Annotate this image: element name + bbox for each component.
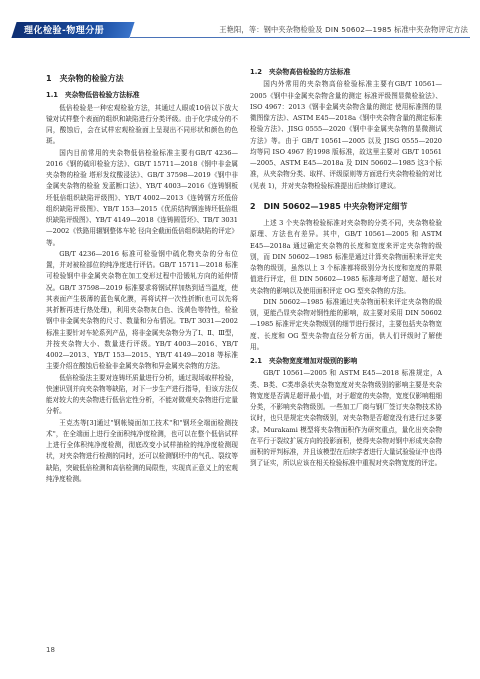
section-heading-1: 1 夹杂物的检验方法 [46, 74, 124, 83]
running-head: 王艳阳，等：钢中夹杂物检验及 DIN 50602—1985 标准中夹杂物评定方法 [219, 25, 468, 34]
paragraph: GB/T 10561—2005 和 ASTM E45—2018 标准规定，A类、B类、C类串条状夹杂物宽度对夹杂物级别的影响主要是夹杂物宽度是否满足超评最小值，对于超宽的夹杂物，宽度仅影响粗细分类，不影响夹杂物级别。一些加工厂商与钢厂签订夹杂物技术协议时，也只是规定夹杂物级别，对夹杂物是否超宽没有进行过多要求。Murakami 模型将夹杂物面积作为研究重点，量化出夹杂物在平行于裂纹扩展方向的投影面积，使得夹杂物对钢中形成夹杂物面积的评判标准，并且该模型在后续学者进行大量试验验证中也得到了证实，所以应该在相关检验标准中重视对夹杂物宽度的评定。 [250, 369, 442, 468]
paragraph: 低倍检验法主要对连铸坯质量进行分析，通过现场取样检验，快速识别并向夹杂物等缺陷，对下一步生产进行指导，但该方法仅能对较大的夹杂物进行低倍定性分析，不能对微观夹杂物进行定量分析。 [46, 373, 238, 416]
subsection-heading-2-1: 2.1 夹杂物宽度增加对级别的影响 [250, 357, 358, 365]
header-rule [130, 37, 470, 38]
page-header [0, 0, 480, 58]
paragraph: 低倍检验是一种宏观检验方法，其通过人眼或10倍以下放大镜对试样整个表面的组织和缺陷进行分类评级。由于化学成分的不同，酸蚀后，会在试样宏观检验面上呈现出不同形状和颜色的色斑。 [46, 103, 238, 146]
paragraph: 王克杰等[3]通过"钢帐镜面加工技术"和"钢坯全端面检测技术"，在全端面上进行全面积纯净度检测，也可以在整个低倍试样上进行全体积纯净度检测，彻底改变小试样抽检的纯净度检测现状，对夹杂物进行检测的同时，还可以检测钢坯中的气孔、裂纹等缺陷，突破低倍检测和高倍检测的局限性，实现真正意义上的宏观纯净度检测。 [46, 418, 238, 483]
page-number: 18 [46, 646, 55, 654]
paragraph: DIN 50602—1985 标准通过夹杂物面积来评定夹杂物的级别，更能凸显夹杂物对钢性能的影响，故主要对采用 DIN 50602—1985 标准评定夹杂物级别的细节进行探讨，主要包括夹杂物宽度、长度和 OG 型夹杂物直径分析方面，供人们评级时了解使用。 [250, 297, 442, 351]
journal-logo-text: 理化检验-物理分册 [24, 26, 105, 36]
right-column [250, 64, 442, 470]
paragraph: 国内目前常用的夹杂物低倍检验标准主要有GB/T 4236—2016《钢的硫印检验方法》、GB/T 15711—2018《钢中非金属夹杂物的检验 塔形发纹酸浸法》、GB/T 37598—2019《钢中非金属夹杂物的检验 发蓝断口法》、YB/T 4003—2016《连铸钢板坯低倍组织缺陷评级图》、YB/T 4002—2013《连铸钢方坯低倍组织缺陷评级图》、YB/T 153—2015《优质结构钢连铸坯低倍组织缺陷评级图》、YB/T 4149—2018《连铸圆管坯》、TB/T 3031—2002《铁路用辗钢整体车轮 径向全截面低倍组织缺陷的评定》等。 [46, 148, 238, 247]
left-column [46, 64, 238, 485]
subsection-heading-1-1: 1.1 夹杂物低倍检验方法标准 [46, 91, 140, 100]
paragraph: GB/T 4236—2016 标准可检验钢中硫化物夹杂的分布位置，并对被检部位的纯净度进行评估。GB/T 15711—2018 标准可检验钢中非金属夹杂物在加工变形过程中沿锻轧方向的延伸情况。GB/T 37598—2019 标准要求将钢试样加热到适当温度，使其表面产生极薄的蓝色氧化膜，再将试样一次性折断(也可以先将其折断再进行热处理)，利用夹杂物灰白色、浅黄色等特性，检验钢中非金属夹杂物的尺寸、数量和分布情况。TB/T 3031—2002 标准主要针对车轮系列产品，将非金属夹杂物分为了Ⅰ、Ⅱ、Ⅲ型，并按夹杂物大小、数量进行评级。YB/T 4003—2016、YB/T 4002—2013、YB/T 153—2015、YB/T 4149—2018 等标准主要介绍在酸蚀后检验非金属夹杂物和异金属夹杂物的方法。 [46, 249, 238, 371]
paragraph: 国内外常用的夹杂物高倍检验标准主要有GB/T 10561—2005《钢中非金属夹杂物含量的测定 标准评级图显微检验法》、ISO 4967：2013《钢非金属夹杂物含量的测定 使用标准图的显微图像方法》、ASTM E45—2018a《钢中夹杂物含量的测定标准检验方法》、JISG 0555—2020《钢中非金属夹杂物的显微测试方法》等。由于 GB/T 10561—2005 以及 JISG 0555—2020 均等同 ISO 4967 的1998 版标准，故这里主要对 GB/T 10561—2005、ASTM E45—2018a 及 DIN 50602—1985 这3个标准，从夹杂物分类、取样、评级原则等方面进行夹杂物检验的对比(见表 1)，并对夹杂物检验标准提出后续修订建议。 [250, 80, 442, 190]
subsection-heading-1-2: 1.2 夹杂物高倍检验的方法标准 [250, 68, 351, 76]
paragraph: 上述 3 个夹杂物检验标准对夹杂物的分类不同，夹杂物检验原理、方法也有差异。其中，GB/T 10561—2005 和 ASTM E45—2018a 通过确定夹杂物的长度和宽度来评定夹杂物的级别，而 DIN 50602—1985 标准是通过计算夹杂物面积来评定夹杂物的级别，虽然以上 3 个标准都将级别分为长度和宽度的界限值进行评定，但 DIN 50602—1985 标准却考虑了超宽、超长对夹杂物的影响以及使用面积评定 OG 型夹杂物的方法。 [250, 219, 442, 295]
section-heading-2: 2 DIN 50602—1985 中夹杂物评定细节 [250, 201, 408, 211]
